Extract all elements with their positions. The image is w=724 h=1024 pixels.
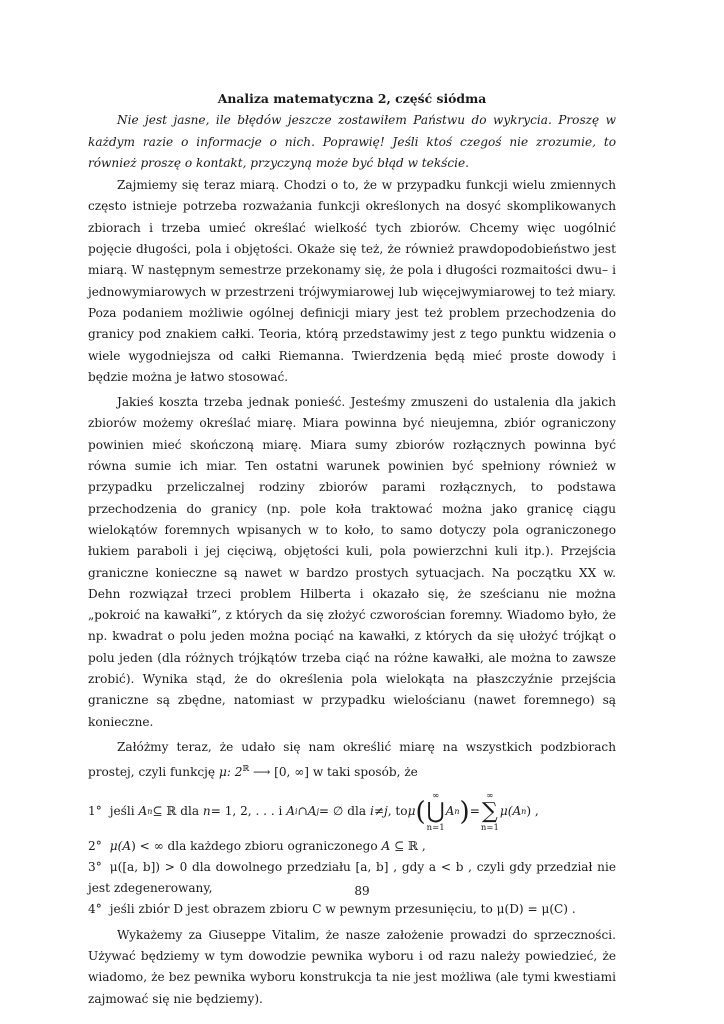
page-body <box>88 88 616 1010</box>
cond1-union-A-sub: n <box>454 806 460 816</box>
cond1-Ai-sub: i <box>295 806 298 816</box>
cond1-text-m: , to <box>387 803 408 818</box>
condition-1-number: 1° <box>88 803 102 818</box>
cond1-An: A <box>138 803 148 818</box>
paragraph-assumption <box>88 737 616 784</box>
condition-2-number: 2° <box>88 838 102 853</box>
cond1-i: i <box>369 803 374 818</box>
condition-3-text: μ([a, b]) > 0 dla dowolnego przedziału [a, b] , gdy a < b , czyli gdy przedział nie jest zdegenerowany, <box>88 859 616 896</box>
cond1-sum-A: A <box>512 803 522 818</box>
cond1-close: ) , <box>526 803 539 818</box>
union-upper: ∞ <box>432 790 440 801</box>
cond1-neq: ≠ <box>373 803 384 818</box>
assumption-text: Załóżmy teraz, że udało się nam określić miarę na wszystkich podzbiorach prostej, czyli funkcję <box>88 739 616 780</box>
intro-paragraph: Nie jest jasne, ile błędów jeszcze zostawiłem Państwu do wykrycia. Proszę w każdym razie o informacje o nich. Poprawię! Jeśli ktoś czegoś nie zrozumie, to również proszę o kontakt, przyczyną może być błąd w tekście. <box>88 113 616 170</box>
cond2-mu: μ( <box>109 838 123 853</box>
paragraph-vitali: Wykażemy za Giuseppe Vitalim, że nasze założenie prowadzi do sprzeczności. Używać będziemy w tym dowodzie pewnika wyboru i od razu należy powiedzieć, że wiadomo, że bez pewnika wyboru konstrukcja ta nie jest możliwa (ale tymi kwestiami zajmować się nie będziemy). <box>88 927 616 1006</box>
assumption-end: w taki sposób, że <box>309 765 418 780</box>
cond2-text: ) < ∞ dla każdego zbioru ograniczonego <box>131 838 382 853</box>
cond1-j: j <box>383 803 388 818</box>
union-symbol: ⋃ <box>426 798 445 824</box>
union-lower: n=1 <box>426 822 445 833</box>
cond1-text-e: = 1, 2, . . . i <box>210 803 283 818</box>
cond2-A2: A <box>381 838 391 853</box>
sum-operator <box>481 791 499 833</box>
condition-3-number: 3° <box>88 859 102 874</box>
cond1-An-sub: n <box>147 806 153 816</box>
condition-4-number: 4° <box>88 902 102 917</box>
condition-4 <box>88 899 616 920</box>
paragraph-measure: Zajmiemy się teraz miarą. Chodzi o to, że w przypadku funkcji wielu zmiennych często istnieje potrzeba rozważania funkcji określonych na dosyć skomplikowanych zbiorach i trzeba umieć określać wielkość tych zbiorów. Chcemy więc uogólnić pojęcie długości, pola i objętości. Okaże się też, że również prawdopodobieństwo jest miarą. W następnym semestrze przekonamy się, że pola i długości rozmaitości dwu– i jednowymiarowych w przestrzeni trójwymiarowej lub więcejwymiarowej to też miary. Poza podaniem możliwie ogólnej definicji miary jest też problem przechodzenia do granicy pod znakiem całki. Teoria, którą przedstawimy jest z tego punktu widzenia o wiele wygodniejsza od całki Riemanna. Twierdzenia będą mieć proste dowody i będzie można je łatwo stosować. <box>88 178 616 384</box>
cond1-Aj: A <box>307 803 317 818</box>
cond1-cap: ∩ <box>297 803 308 818</box>
sum-upper: ∞ <box>486 790 494 801</box>
cond1-union-A: A <box>445 803 455 818</box>
union-operator <box>427 791 445 833</box>
cond1-Ai: A <box>286 803 295 818</box>
cond1-n: n <box>202 803 211 818</box>
cond1-Aj-sub: j <box>316 806 319 816</box>
cond1-equals: = <box>469 803 480 818</box>
cond1-text-i: = ∅ dla <box>318 803 367 818</box>
condition-4-text: jeśli zbiór D jest obrazem zbioru C w pewnym przesunięciu, to μ(D) = μ(C) . <box>109 902 576 917</box>
paragraph-costs: Jakieś koszta trzeba jednak ponieść. Jesteśmy zmuszeni do ustalenia dla jakich zbiorów możemy określać miarę. Miara powinna być nieujemna, zbiór ograniczony powinien mieć skończoną miarę. Miara sumy zbiorów rozłącznych powinna być równa sumie ich miar. Ten ostatni warunek powinien być spełniony również w przypadku przeliczalnej rodziny zbiorów parami rozłącznych, to podstawa przechodzenia do granicy (np. pole koła traktować można jako granicę ciągu wielokątów foremnych wpisanych w to koło, to samo dotyczy pola ograniczonego łukiem paraboli i jej cięciwą, objętości kuli, pola powierzchni kuli itp.). Przejścia graniczne konieczne są nawet w bardzo prostych sytuacjach. Na początku XX w. Dehn rozwiązał trzeci problem Hilberta i okazało się, że sześcianu nie można „pokroić na kawałki”, z których da się złożyć czworościan foremny. Wiadomo było, że np. kwadrat o polu jeden można pociąć na kawałki, z których da się ułożyć trójkąt o polu jeden (dla różnych trójkątów trzeba ciąć na różne kawałki, ale można to zawsze zrobić). Wynika stąd, że do określenia pola wielokąta na płaszczyźnie przejścia graniczne są zbędne, natomiast w przypadku wielościanu (nawet foremnego) są konieczne. <box>88 395 616 729</box>
cond2-end: ⊆ ℝ , <box>390 838 426 853</box>
sum-lower: n=1 <box>480 822 499 833</box>
cond2-A: A <box>122 838 132 853</box>
codomain: ⟶ [0, ∞] <box>249 765 310 780</box>
page-number: 89 <box>354 884 370 898</box>
right-paren: ) <box>459 796 470 827</box>
page-title: Analiza matematyczna 2, część siódma <box>217 91 487 106</box>
cond1-sum-A-sub: n <box>521 806 527 816</box>
cond1-text-a: jeśli <box>109 803 135 818</box>
condition-2 <box>88 836 616 857</box>
cond1-mu: μ <box>407 803 416 818</box>
power-set-exponent: ℝ <box>242 764 250 774</box>
sum-symbol: ∑ <box>481 798 498 824</box>
cond1-mu2: μ( <box>499 803 513 818</box>
condition-1 <box>88 790 616 834</box>
measure-map: μ: 2 <box>218 765 243 780</box>
cond1-text-c: ⊆ ℝ dla <box>152 803 200 818</box>
left-paren: ( <box>415 796 426 827</box>
